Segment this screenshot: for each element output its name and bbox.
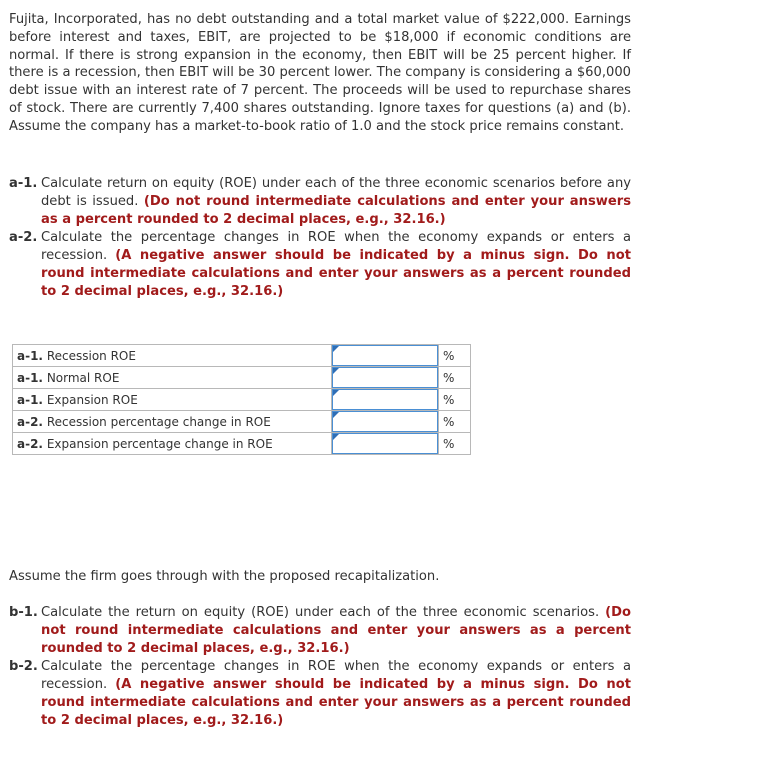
row-label: Recession percentage change in ROE: [46, 414, 271, 429]
input-marker-icon: [333, 368, 339, 374]
question-text: Calculate the return on equity (ROE) under each of the three economic scenarios.: [41, 605, 600, 620]
recession-roe-input[interactable]: [332, 345, 438, 366]
input-marker-icon: [333, 434, 339, 440]
question-b2: [9, 658, 631, 730]
table-row: [13, 411, 471, 433]
row-prefix: a-2.: [17, 436, 43, 451]
question-label: b-1.: [9, 605, 38, 620]
row-label: Expansion percentage change in ROE: [46, 436, 273, 451]
question-text: Calculate the percentage changes in ROE when the economy expands or enters a recession.: [41, 230, 631, 263]
row-label: Expansion ROE: [46, 392, 138, 407]
row-label: Recession ROE: [46, 348, 136, 363]
recession-change-input[interactable]: [332, 411, 438, 432]
row-prefix: a-1.: [17, 392, 43, 407]
normal-roe-input[interactable]: [332, 367, 438, 388]
question-b1: [9, 604, 631, 658]
unit-label: %: [439, 411, 471, 433]
problem-intro: Fujita, Incorporated, has no debt outstanding and a total market value of $222,000. Earnings before interest and taxes, EBIT, are projected to be $18,000 if economic conditions are normal. If there is strong expansion in the economy, then EBIT will be 25 percent higher. If there is a recession, then EBIT will be 30 percent lower. The company is considering a $60,000 debt issue with an interest rate of 7 percent. The proceeds will be used to repurchase shares of stock. There are currently 7,400 shares outstanding. Ignore taxes for questions (a) and (b). Assume the company has a market-to-book ratio of 1.0 and the stock price remains constant.: [9, 12, 631, 134]
question-instruction: (A negative answer should be indicated by a minus sign. Do not round intermediate calculations and enter your answers as a percent rounded to 2 decimal places, e.g., 32.16.): [41, 677, 631, 728]
unit-label: %: [439, 345, 471, 367]
table-row: [13, 345, 471, 367]
row-prefix: a-1.: [17, 370, 43, 385]
input-marker-icon: [333, 346, 339, 352]
table-row: [13, 367, 471, 389]
assumption-text: Assume the firm goes through with the proposed recapitalization.: [9, 569, 440, 584]
table-row: [13, 389, 471, 411]
question-instruction: (Do not round intermediate calculations and enter your answers as a percent rounded to 2 decimal places, e.g., 32.16.): [41, 194, 631, 227]
unit-label: %: [439, 389, 471, 411]
question-label: b-2.: [9, 659, 38, 674]
question-a1: [9, 175, 631, 229]
row-prefix: a-2.: [17, 414, 43, 429]
question-instruction: (Do not round intermediate calculations and enter your answers as a percent rounded to 2 decimal places, e.g., 32.16.): [41, 605, 631, 656]
unit-label: %: [439, 367, 471, 389]
question-a2: [9, 229, 631, 301]
row-prefix: a-1.: [17, 348, 43, 363]
input-marker-icon: [333, 412, 339, 418]
question-label: a-1.: [9, 176, 38, 191]
answer-table: [12, 344, 471, 455]
input-marker-icon: [333, 390, 339, 396]
question-instruction: (A negative answer should be indicated by a minus sign. Do not round intermediate calculations and enter your answers as a percent rounded to 2 decimal places, e.g., 32.16.): [41, 248, 631, 299]
expansion-change-input[interactable]: [332, 433, 438, 454]
question-text: Calculate return on equity (ROE) under each of the three economic scenarios before any debt is issued.: [41, 176, 631, 209]
question-label: a-2.: [9, 230, 38, 245]
row-label: Normal ROE: [46, 370, 120, 385]
table-row: [13, 433, 471, 455]
unit-label: %: [439, 433, 471, 455]
expansion-roe-input[interactable]: [332, 389, 438, 410]
question-text: Calculate the percentage changes in ROE when the economy expands or enters a recession.: [41, 659, 631, 692]
